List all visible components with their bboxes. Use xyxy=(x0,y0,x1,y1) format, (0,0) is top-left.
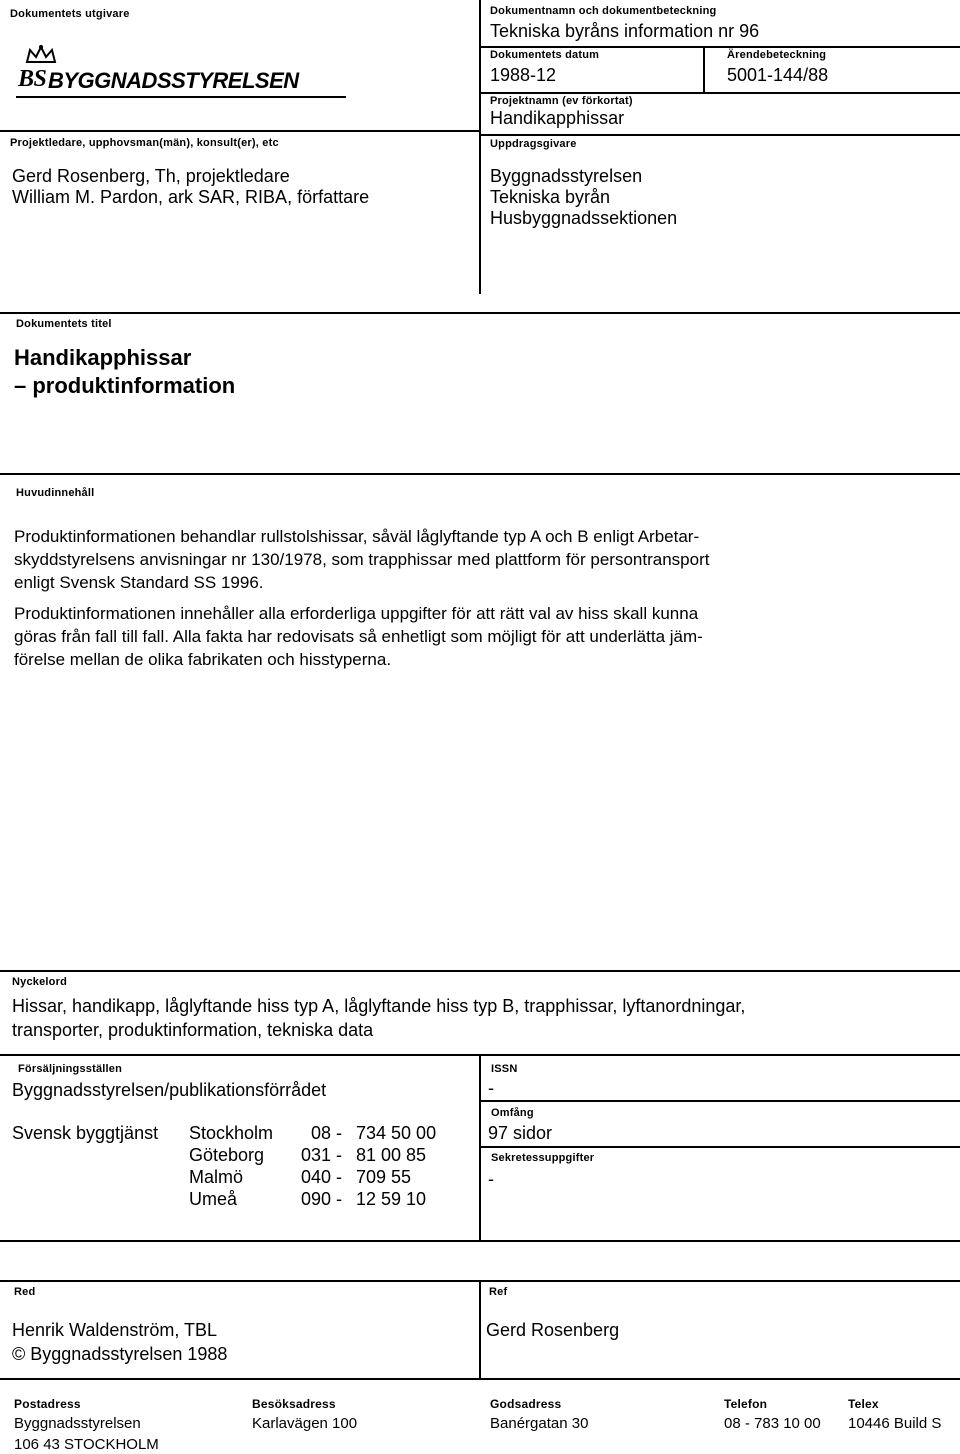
issn-label: ISSN xyxy=(491,1063,518,1075)
frame-divider xyxy=(0,1240,960,1242)
project-label: Projektnamn (ev förkortat) xyxy=(490,95,633,107)
client-label: Uppdragsgivare xyxy=(490,138,577,150)
secrecy-label: Sekretessuppgifter xyxy=(491,1152,595,1164)
reference-label: Ref xyxy=(489,1286,508,1298)
content-line: skyddstyrelsens anvisningar nr 130/1978, som trapphissar med plattform för persontransport xyxy=(14,550,710,569)
client-line: Tekniska byrån xyxy=(490,187,611,207)
case-ref-value: 5001-144/88 xyxy=(727,65,829,85)
office-number: 734 50 00 xyxy=(356,1123,437,1143)
frame-divider xyxy=(479,46,960,48)
keyword-line: Hissar, handikapp, låglyftande hiss typ A, låglyftande hiss typ B, trapphissar, lyftanordningar, xyxy=(12,996,746,1016)
crown-icon xyxy=(24,44,58,64)
client-line: Husbyggnadssektionen xyxy=(490,208,678,228)
sales-label: Försäljningsställen xyxy=(18,1063,123,1075)
content-line: Produktinformationen innehåller alla erforderliga uppgifter för att rätt val av hiss skall kunna xyxy=(14,604,699,623)
sales-org: Svensk byggtjänst xyxy=(12,1123,159,1143)
office-code: 040 - xyxy=(301,1167,343,1187)
frame-divider xyxy=(0,1378,960,1380)
office-number: 709 55 xyxy=(356,1167,412,1187)
sales-primary: Byggnadsstyrelsen/publikationsförrådet xyxy=(12,1080,327,1100)
leader-line: William M. Pardon, ark SAR, RIBA, författare xyxy=(12,187,370,207)
doc-id-value: Tekniska byråns information nr 96 xyxy=(490,21,760,41)
document-subtitle: – produktinformation xyxy=(14,373,236,398)
logo-initials: BS xyxy=(18,66,47,92)
frame-divider xyxy=(479,92,960,94)
office-city: Stockholm xyxy=(189,1123,274,1143)
frame-divider xyxy=(479,0,481,294)
content-paragraph-2 xyxy=(14,602,703,671)
footer-goods-value: Banérgatan 30 xyxy=(490,1415,589,1432)
keywords-text xyxy=(12,994,745,1042)
footer-postal-line: 106 43 STOCKHOLM xyxy=(14,1436,159,1453)
pages-value: 97 sidor xyxy=(488,1123,553,1143)
footer-postal-label: Postadress xyxy=(14,1397,81,1411)
content-line: enligt Svensk Standard SS 1996. xyxy=(14,573,264,592)
content-line: göras från fall till fall. Alla fakta har redovisats så enhetligt som möjligt för att underlätta jäm- xyxy=(14,627,703,646)
frame-divider xyxy=(0,130,479,132)
frame-divider xyxy=(479,1280,481,1378)
project-value: Handikapphissar xyxy=(490,108,625,128)
logo-wordmark: BYGGNADSSTYRELSEN xyxy=(48,68,299,93)
footer-telex-label: Telex xyxy=(848,1397,879,1411)
document-title: Handikapphissar xyxy=(14,345,192,370)
editor-label: Red xyxy=(14,1286,36,1298)
leaders-label: Projektledare, upphovsman(män), konsult(er), etc xyxy=(10,137,279,149)
office-number: 12 59 10 xyxy=(356,1189,427,1209)
footer-postal-line: Byggnadsstyrelsen xyxy=(14,1415,141,1432)
pages-label: Omfång xyxy=(491,1107,534,1119)
office-code: 08 - xyxy=(311,1123,343,1143)
footer-phone-value: 08 - 783 10 00 xyxy=(724,1415,821,1432)
office-city: Umeå xyxy=(189,1189,238,1209)
office-code: 031 - xyxy=(301,1145,343,1165)
content-line: förelse mellan de olika fabrikaten och hisstyperna. xyxy=(14,650,392,669)
office-code: 090 - xyxy=(301,1189,343,1209)
footer-phone-label: Telefon xyxy=(724,1397,768,1411)
date-value: 1988-12 xyxy=(490,65,557,85)
frame-divider xyxy=(479,1100,960,1102)
footer-goods-label: Godsadress xyxy=(490,1397,562,1411)
secrecy-value: - xyxy=(488,1169,494,1189)
editor-line: Henrik Waldenström, TBL xyxy=(12,1320,218,1340)
logo-underline xyxy=(16,96,346,98)
office-number: 81 00 85 xyxy=(356,1145,427,1165)
date-label: Dokumentets datum xyxy=(490,49,600,61)
keywords-label: Nyckelord xyxy=(12,976,67,988)
footer-telex-value: 10446 Build S xyxy=(848,1415,942,1432)
publisher-label: Dokumentets utgivare xyxy=(10,8,130,20)
frame-divider xyxy=(479,134,960,136)
office-city: Göteborg xyxy=(189,1145,265,1165)
frame-divider xyxy=(479,1146,960,1148)
publisher-logo xyxy=(10,44,370,100)
frame-divider xyxy=(0,312,960,314)
keyword-line: transporter, produktinformation, tekniska data xyxy=(12,1020,374,1040)
case-ref-label: Ärendebeteckning xyxy=(727,49,827,61)
client-line: Byggnadsstyrelsen xyxy=(490,166,643,186)
footer-visiting-value: Karlavägen 100 xyxy=(252,1415,358,1432)
title-label: Dokumentets titel xyxy=(16,318,112,330)
content-paragraph-1 xyxy=(14,525,709,594)
doc-id-label: Dokumentnamn och dokumentbeteckning xyxy=(490,5,717,17)
frame-divider xyxy=(0,970,960,972)
leader-line: Gerd Rosenberg, Th, projektledare xyxy=(12,166,290,186)
footer-visiting-label: Besöksadress xyxy=(252,1397,336,1411)
frame-divider xyxy=(703,46,705,94)
issn-value: - xyxy=(488,1078,494,1098)
content-line: Produktinformationen behandlar rullstolshissar, såväl låglyftande typ A och B enligt Arbetar- xyxy=(14,527,700,546)
office-city: Malmö xyxy=(189,1167,244,1187)
content-label: Huvudinnehåll xyxy=(16,487,95,499)
frame-divider xyxy=(0,473,960,475)
reference-value: Gerd Rosenberg xyxy=(486,1320,620,1340)
copyright-line: © Byggnadsstyrelsen 1988 xyxy=(12,1344,228,1364)
